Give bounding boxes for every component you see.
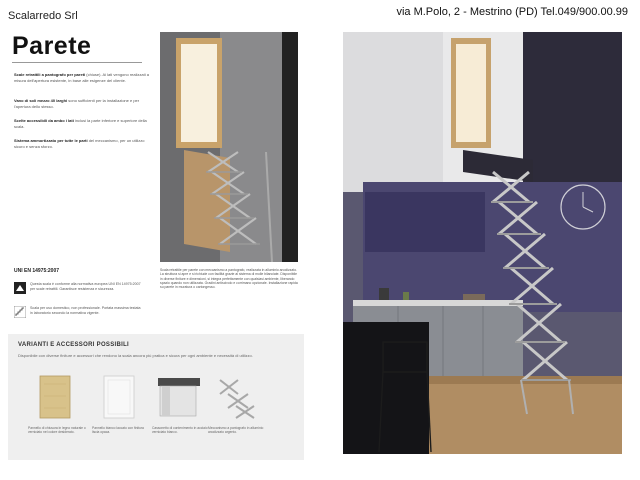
company-name: Scalarredo Srl	[8, 10, 78, 22]
variants-subtitle: Disponibile con diverse finiture e accessori che rendono la scala ancora più pratica e sicura per ogni ambiente e necessità di utilizzo.	[18, 353, 253, 358]
feature-4-text: del meccanismo, per un utilizzo sicuro e senza sforzo.	[14, 138, 145, 149]
kitchen-photo	[343, 32, 622, 454]
feature-1-bold: Scale retrattili a pantografo per pareti	[14, 72, 86, 77]
mechanism-icon	[214, 374, 260, 420]
feature-3-text: inclusi la parte inferiore e superiore della scala.	[14, 118, 147, 129]
white-panel-icon	[96, 374, 142, 420]
feature-2	[14, 98, 150, 109]
variant-caption-3: Cassonetto di contenimento in acciaio verniciato bianco.	[152, 426, 208, 435]
feature-2-bold: Vano di soli mezzo 40 larghi	[14, 98, 68, 103]
certified-seal-icon	[14, 282, 26, 294]
feature-1	[14, 72, 150, 83]
brochure-left-page	[8, 28, 304, 460]
feature-3	[14, 118, 150, 129]
product-description: Scala retrattile per parete con meccanismo a pantografo, realizzata in alluminio anodizzato. La struttura si apre e si richiude con facilità grazie al sistema di molle bilanciate. Disponibile in diverse finiture e dimensioni, si integra perfettamente con qualsiasi ambiente, liberando spazio quando non utilizzata. Gradini antiscivolo e corrimano opzionale. Installazione rapida su parete in muratura o cartongesso.	[160, 268, 298, 290]
variants-title: VARIANTI E ACCESSORI POSSIBILI	[18, 342, 130, 348]
variant-caption-4: Meccanismo a pantografo in alluminio anodizzato argento.	[208, 426, 264, 435]
wall-ladder-photo	[160, 32, 298, 262]
page-title: Parete	[12, 32, 92, 60]
variants-section	[8, 334, 304, 460]
feature-2-text: sono sufficienti per la installazione e per l'apertura dello stesso.	[14, 98, 140, 109]
feature-4-bold: Sistema ammortizzato per tutte le parti	[14, 138, 88, 143]
variant-caption-1: Pannello di chiusura in legno naturale o verniciato nel colore desiderato.	[28, 426, 86, 435]
box-frame-icon	[156, 374, 202, 420]
stair-profile-icon	[14, 306, 26, 318]
norm-label: UNI EN 14975:2007	[14, 268, 60, 274]
feature-1-text: (chiuse). Ai lati vengono realizzati a misura dell'apertura esistente, in base alle esigenze del cliente.	[14, 72, 149, 83]
title-divider	[12, 62, 142, 63]
feature-4	[14, 138, 150, 149]
feature-3-bold: Scelte accessibili da ambo i lati	[14, 118, 74, 123]
wood-panel-icon	[32, 374, 78, 420]
variant-caption-2: Pannello bianco laccato con finitura liscia opaca.	[92, 426, 144, 435]
cert-text-1: Questa scala è conforme alla normativa europea UNI EN 14975:2007 per scale retrattili. Garantisce resistenza e sicurezza.	[30, 282, 141, 291]
company-address: via M.Polo, 2 - Mestrino (PD) Tel.049/900.00.99	[396, 6, 628, 18]
cert-text-2: Scala per uso domestico, non professionale. Portata massima testata in laboratorio secondo la normativa vigente.	[30, 306, 141, 315]
